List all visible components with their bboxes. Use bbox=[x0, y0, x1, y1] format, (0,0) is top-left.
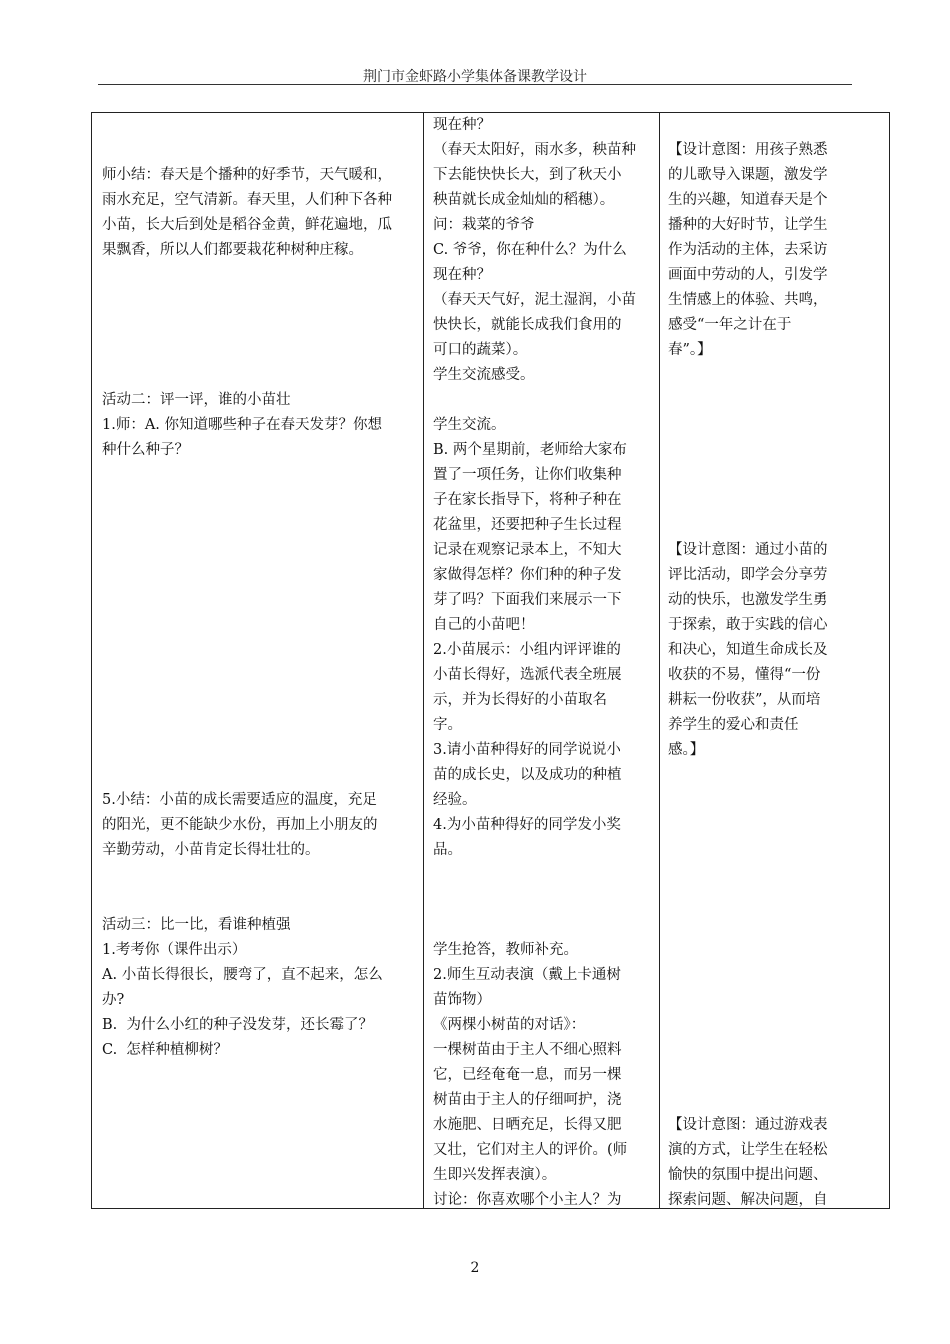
text-line: 师小结：春天是个播种的好季节，天气暖和， bbox=[102, 167, 392, 183]
text-line: 【设计意图：用孩子熟悉 bbox=[668, 142, 828, 158]
text-line: 2.师生互动表演（戴上卡通树 bbox=[433, 967, 621, 983]
text-line: 置了一项任务，让你们收集种 bbox=[433, 467, 622, 483]
text-line: 演的方式，让学生在轻松 bbox=[668, 1142, 828, 1158]
page-number: 2 bbox=[470, 1260, 480, 1276]
text-line: 小苗长得好，选派代表全班展 bbox=[433, 667, 622, 683]
text-line: 于探索，敢于实践的信心 bbox=[668, 617, 828, 633]
text-line: 秧苗就长成金灿灿的稻穗）。 bbox=[433, 192, 615, 208]
text-line: 学生抢答，教师补充。 bbox=[433, 942, 578, 958]
text-line: 现在种？ bbox=[433, 117, 491, 133]
text-line: 它，已经奄奄一息，而另一棵 bbox=[433, 1067, 622, 1083]
text-line: 下去能快快长大，到了秋天小 bbox=[433, 167, 622, 183]
text-line: 现在种？ bbox=[433, 267, 491, 283]
header-rule bbox=[98, 84, 852, 85]
text-line: 愉快的氛围中提出问题、 bbox=[668, 1167, 828, 1183]
text-line: 活动三：比一比，看谁种植强 bbox=[102, 917, 291, 933]
teacher-summary-spring bbox=[102, 163, 415, 263]
text-line: 示，并为长得好的小苗取名 bbox=[433, 692, 607, 708]
text-line: 一棵树苗由于主人不细心照料 bbox=[433, 1042, 622, 1058]
text-line: 苗饰物） bbox=[433, 992, 491, 1008]
text-line: 自己的小苗吧！ bbox=[433, 617, 535, 633]
text-line: 耕耘一份收获”，从而培 bbox=[668, 692, 821, 708]
text-line: 感受“一年之计在于 bbox=[668, 317, 792, 333]
text-line: C. 怎样种植柳树？ bbox=[102, 1042, 228, 1058]
text-line: 子在家长指导下，将种子种在 bbox=[433, 492, 622, 508]
text-line: 可口的蔬菜）。 bbox=[433, 342, 528, 358]
text-line: 生情感上的体验、共鸣， bbox=[668, 292, 828, 308]
column-divider-2 bbox=[659, 113, 660, 1208]
text-line: 品。 bbox=[433, 842, 462, 858]
text-line: 春”。】 bbox=[668, 342, 712, 358]
text-line: 和决心，知道生命成长及 bbox=[668, 642, 828, 658]
text-line: 活动二：评一评，谁的小苗壮 bbox=[102, 392, 291, 408]
student-activity-role-play bbox=[433, 938, 652, 1213]
activity-two-section bbox=[102, 388, 415, 463]
column-divider-1 bbox=[423, 113, 424, 1208]
text-line: 1.考考你（课件出示） bbox=[102, 942, 247, 958]
text-line: （春天天气好，泥土湿润，小苗 bbox=[433, 292, 636, 308]
text-line: 3.请小苗种得好的同学说说小 bbox=[433, 742, 621, 758]
text-line: 【设计意图：通过小苗的 bbox=[668, 542, 828, 558]
text-line: 2.小苗展示：小组内评评谁的 bbox=[433, 642, 621, 658]
text-line: 经验。 bbox=[433, 792, 477, 808]
text-line: 树苗由于主人的仔细呵护，浇 bbox=[433, 1092, 622, 1108]
text-line: 雨水充足，空气清新。春天里，人们种下各种 bbox=[102, 192, 392, 208]
text-line: 辛勤劳动，小苗肯定长得壮壮的。 bbox=[102, 842, 320, 858]
design-intent-3 bbox=[668, 1113, 864, 1213]
text-line: 苗的成长史，以及成功的种植 bbox=[433, 767, 622, 783]
text-line: A. 小苗长得很长，腰弯了，直不起来，怎么 bbox=[102, 967, 383, 983]
text-line: 生的兴趣，知道春天是个 bbox=[668, 192, 828, 208]
activity-three-section bbox=[102, 913, 415, 1063]
text-line: 收获的不易，懂得“一份 bbox=[668, 667, 821, 683]
text-line: 问：栽菜的爷爷 bbox=[433, 217, 535, 233]
text-line: 【设计意图：通过游戏表 bbox=[668, 1117, 828, 1133]
text-line: 1.师：A. 你知道哪些种子在春天发芽？你想 bbox=[102, 417, 383, 433]
text-line: 《两棵小树苗的对话》： bbox=[433, 1017, 586, 1033]
text-line: 感。】 bbox=[668, 742, 705, 758]
text-line: 播种的大好时节，让学生 bbox=[668, 217, 828, 233]
text-line: 学生交流感受。 bbox=[433, 367, 535, 383]
text-line: 办? bbox=[102, 992, 125, 1008]
text-line: 评比活动，即学会分享劳 bbox=[668, 567, 828, 583]
text-line: 画面中劳动的人，引发学 bbox=[668, 267, 828, 283]
student-activity-interview bbox=[433, 113, 652, 388]
text-line: B. 两个星期前，老师给大家布 bbox=[433, 442, 627, 458]
lesson-plan-table bbox=[91, 112, 890, 1209]
page-header: 荆门市金虾路小学集体备课教学设计 bbox=[363, 69, 587, 85]
text-line: 的阳光，更不能缺少水份，再加上小朋友的 bbox=[102, 817, 378, 833]
text-line: 4.为小苗种得好的同学发小奖 bbox=[433, 817, 621, 833]
text-line: 记录在观察记录本上，不知大 bbox=[433, 542, 622, 558]
text-line: 学生交流。 bbox=[433, 417, 506, 433]
activity-two-summary bbox=[102, 788, 415, 863]
text-line: 作为活动的主体，去采访 bbox=[668, 242, 828, 258]
text-line: （春天太阳好，雨水多，秧苗种 bbox=[433, 142, 636, 158]
text-line: 生即兴发挥表演）。 bbox=[433, 1167, 557, 1183]
text-line: 养学生的爱心和责任 bbox=[668, 717, 799, 733]
text-line: 讨论：你喜欢哪个小主人？为 bbox=[433, 1192, 622, 1208]
text-line: 的儿歌导入课题，激发学 bbox=[668, 167, 828, 183]
text-line: 又壮，它们对主人的评价。(师 bbox=[433, 1142, 628, 1158]
text-line: 5.小结：小苗的成长需要适应的温度，充足 bbox=[102, 792, 377, 808]
text-line: 快快长，就能长成我们食用的 bbox=[433, 317, 622, 333]
text-line: 种什么种子？ bbox=[102, 442, 189, 458]
text-line: 探索问题、解决问题，自 bbox=[668, 1192, 828, 1208]
text-line: 水施肥、日晒充足，长得又肥 bbox=[433, 1117, 622, 1133]
student-activity-seedling-show bbox=[433, 413, 652, 863]
text-line: 动的快乐，也激发学生勇 bbox=[668, 592, 828, 608]
text-line: 芽了吗？下面我们来展示一下 bbox=[433, 592, 622, 608]
design-intent-2 bbox=[668, 538, 864, 763]
text-line: 字。 bbox=[433, 717, 462, 733]
text-line: 果飘香，所以人们都要栽花种树种庄稼。 bbox=[102, 242, 363, 258]
text-line: 家做得怎样？你们种的种子发 bbox=[433, 567, 622, 583]
text-line: 小苗，长大后到处是稻谷金黄，鲜花遍地，瓜 bbox=[102, 217, 392, 233]
text-line: C. 爷爷，你在种什么？为什么 bbox=[433, 242, 627, 258]
text-line: 花盆里，还要把种子生长过程 bbox=[433, 517, 622, 533]
design-intent-1 bbox=[668, 138, 864, 363]
text-line: B. 为什么小红的种子没发芽，还长霉了？ bbox=[102, 1017, 373, 1033]
